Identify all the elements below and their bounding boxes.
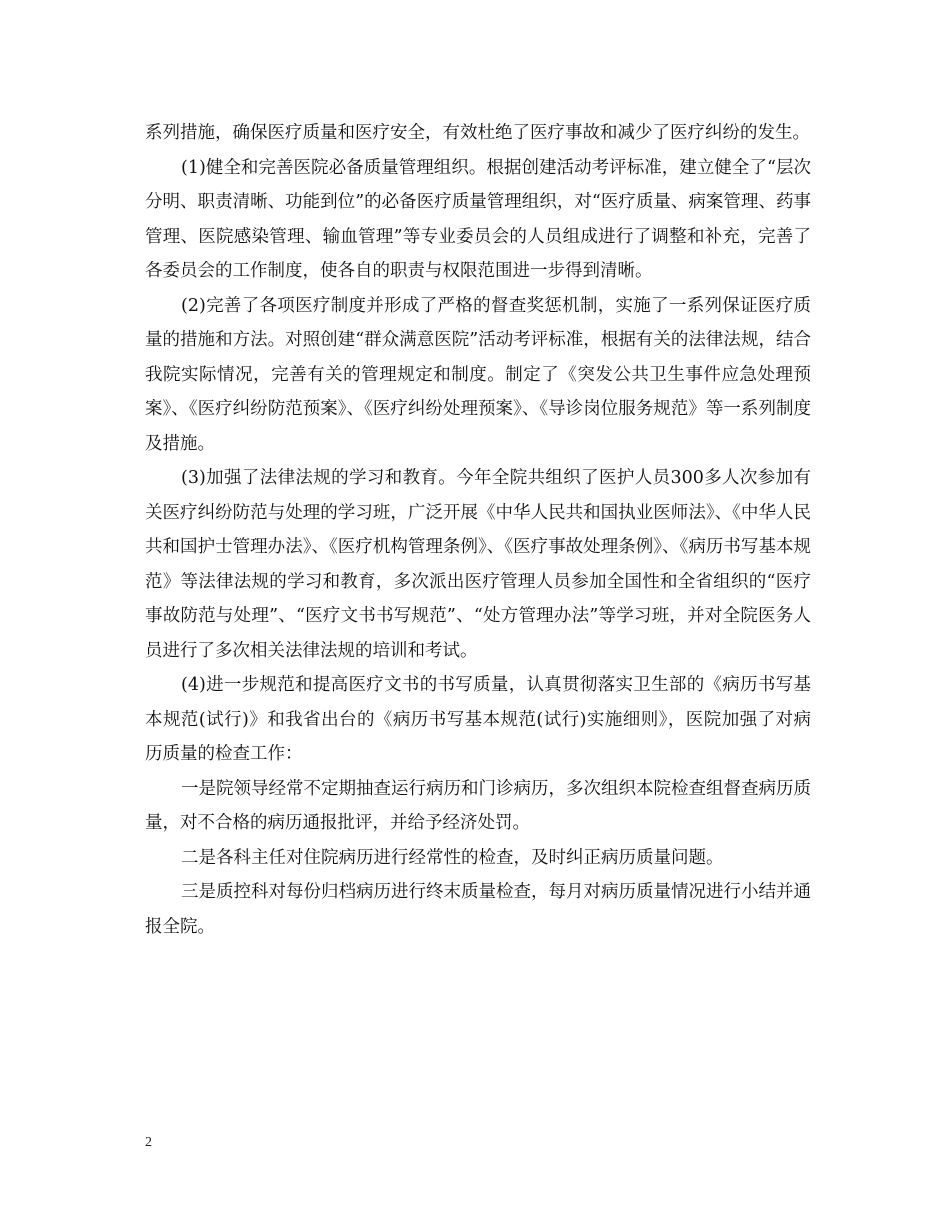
page-number: 2	[145, 1135, 152, 1150]
paragraph-item-2: (2)完善了各项医疗制度并形成了严格的督查奖惩机制，实施了一系列保证医疗质量的措施和方法。对照创建“群众满意医院”活动考评标准，根据有关的法律法规，结合我院实际情况，完善有关的管理规定和制度。制定了《突发公共卫生事件应急处理预案》、《医疗纠纷防范预案》、《医疗纠纷处理预案》、《导诊岗位服务规范》等一系列制度及措施。	[145, 295, 811, 454]
document-body	[145, 116, 811, 944]
paragraph-item-3: (3)加强了法律法规的学习和教育。今年全院共组织了医护人员300多人次参加有关医疗纠纷防范与处理的学习班，广泛开展《中华人民共和国执业医师法》、《中华人民共和国护士管理办法》、《医疗机构管理条例》、《医疗事故处理条例》、《病历书写基本规范》等法律法规的学习和教育，多次派出医疗管理人员参加全国性和全省组织的“医疗事故防范与处理”、“医疗文书书写规范”、“处方管理办法”等学习班，并对全院医务人员进行了多次相关法律法规的培训和考试。	[145, 468, 811, 661]
paragraph-point-2: 二是各科主任对住院病历进行经常性的检查，及时纠正病历质量问题。	[181, 847, 724, 868]
paragraph-point-1: 一是院领导经常不定期抽查运行病历和门诊病历，多次组织本院检查组督查病历质量，对不合格的病历通报批评，并给予经济处罚。	[145, 778, 811, 833]
paragraph-item-1: (1)健全和完善医院必备质量管理组织。根据创建活动考评标准，建立健全了“层次分明、职责清晰、功能到位”的必备医疗质量管理组织，对“医疗质量、病案管理、药事管理、医院感染管理、输血管理”等专业委员会的人员组成进行了调整和补充，完善了各委员会的工作制度，使各自的职责与权限范围进一步得到清晰。	[145, 157, 811, 281]
paragraph-point-3: 三是质控科对每份归档病历进行终末质量检查，每月对病历质量情况进行小结并通报全院。	[145, 882, 811, 937]
paragraph-continuation: 系列措施，确保医疗质量和医疗安全，有效杜绝了医疗事故和减少了医疗纠纷的发生。	[145, 123, 810, 143]
paragraph-item-4: (4)进一步规范和提高医疗文书的书写质量，认真贯彻落实卫生部的《病历书写基本规范(试行)》和我省出台的《病历书写基本规范(试行)实施细则》，医院加强了对病历质量的检查工作：	[145, 675, 811, 764]
